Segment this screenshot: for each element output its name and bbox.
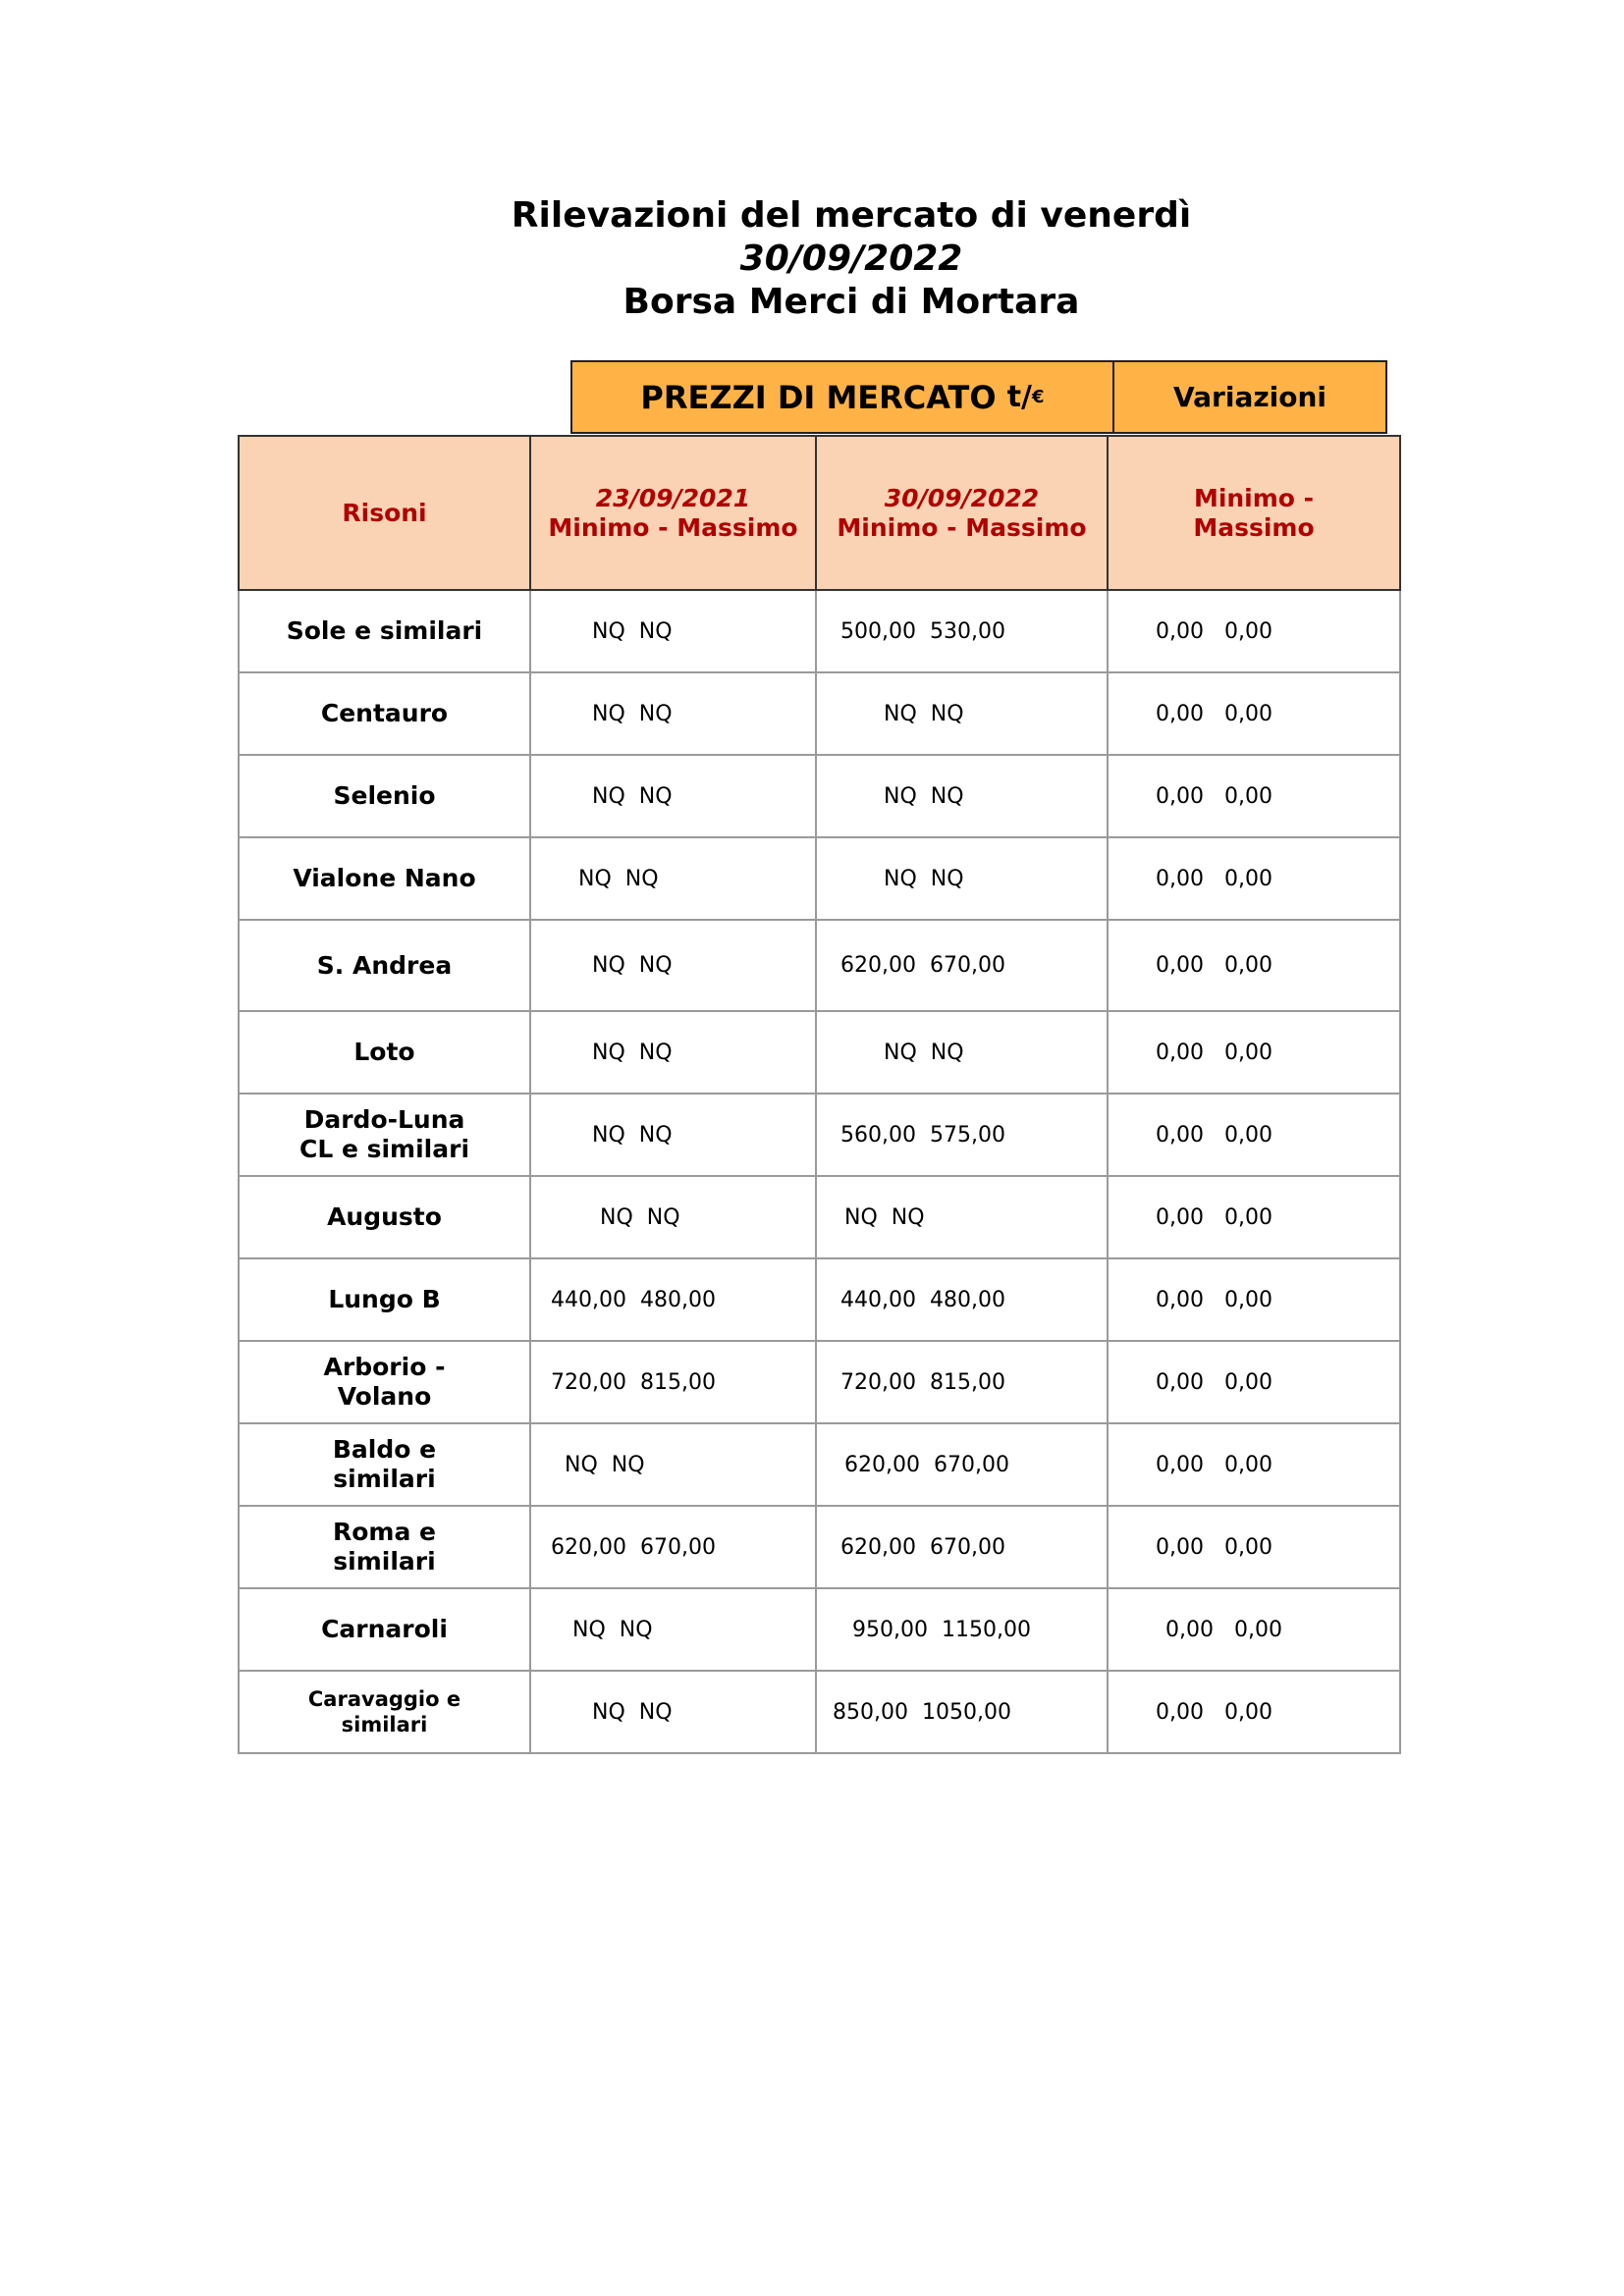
table-row bbox=[239, 1671, 1400, 1753]
table-row bbox=[239, 1258, 1400, 1341]
rice-variety-name-line: Loto bbox=[353, 1038, 415, 1066]
rice-variety-name-line: Augusto bbox=[327, 1202, 442, 1231]
rice-variety-name bbox=[239, 837, 530, 920]
table-row bbox=[239, 920, 1400, 1011]
column-header-prev bbox=[530, 436, 816, 590]
rice-variety-name-line: Dardo-Luna bbox=[303, 1105, 465, 1134]
rice-variety-name-line: Carnaroli bbox=[321, 1615, 448, 1643]
rice-variety-name-line: Arborio - bbox=[323, 1353, 446, 1381]
price-2021-cell: NQ NQ bbox=[530, 1176, 816, 1258]
price-2021-cell: NQ NQ bbox=[530, 672, 816, 755]
column-header-curr bbox=[816, 436, 1108, 590]
table-row bbox=[239, 1506, 1400, 1588]
price-2022-cell: NQ NQ bbox=[816, 1011, 1108, 1094]
variation-cell: 0,00 0,00 bbox=[1108, 1671, 1400, 1753]
rice-variety-name bbox=[239, 1011, 530, 1094]
rice-variety-name-line: similari bbox=[333, 1465, 436, 1493]
variation-cell: 0,00 0,00 bbox=[1108, 672, 1400, 755]
price-2021-cell: 620,00 670,00 bbox=[530, 1506, 816, 1588]
price-2022-cell: 440,00 480,00 bbox=[816, 1258, 1108, 1341]
column-header-curr-range: Minimo - Massimo bbox=[837, 512, 1087, 542]
variation-cell: 0,00 0,00 bbox=[1108, 1588, 1400, 1671]
table-row bbox=[239, 1094, 1400, 1176]
price-2022-cell: 950,00 1150,00 bbox=[816, 1588, 1108, 1671]
price-2021-cell: NQ NQ bbox=[530, 1423, 816, 1506]
price-2022-cell: 720,00 815,00 bbox=[816, 1341, 1108, 1423]
rice-variety-name-line: Caravaggio e bbox=[307, 1687, 461, 1711]
rice-variety-name-line: Baldo e bbox=[332, 1435, 437, 1464]
variation-cell: 0,00 0,00 bbox=[1108, 590, 1400, 672]
rice-variety-name-line: Lungo B bbox=[328, 1285, 441, 1313]
header-euro: € bbox=[1032, 387, 1045, 407]
variation-cell: 0,00 0,00 bbox=[1108, 1506, 1400, 1588]
variation-cell: 0,00 0,00 bbox=[1108, 1341, 1400, 1423]
column-header-risoni: Risoni bbox=[239, 436, 530, 590]
price-2021-cell: NQ NQ bbox=[530, 1011, 816, 1094]
price-2022-cell: 500,00 530,00 bbox=[816, 590, 1108, 672]
rice-variety-name-line: S. Andrea bbox=[316, 950, 453, 980]
header-unit: t/ bbox=[1006, 380, 1033, 414]
price-2021-cell: 720,00 815,00 bbox=[530, 1341, 816, 1423]
price-2022-cell: NQ NQ bbox=[816, 1176, 1108, 1258]
rice-variety-name bbox=[239, 1341, 530, 1423]
prices-table bbox=[238, 435, 1401, 1754]
variation-cell: 0,00 0,00 bbox=[1108, 1011, 1400, 1094]
table-row bbox=[239, 672, 1400, 755]
column-header-prev-date: 23/09/2021 bbox=[595, 483, 751, 512]
rice-variety-name bbox=[239, 1258, 530, 1341]
rice-variety-name bbox=[239, 1094, 530, 1176]
variation-cell: 0,00 0,00 bbox=[1108, 837, 1400, 920]
column-header-curr-date: 30/09/2022 bbox=[884, 483, 1040, 512]
variation-cell: 0,00 0,00 bbox=[1108, 1258, 1400, 1341]
table-header-row bbox=[239, 436, 1400, 590]
price-2022-cell: 620,00 670,00 bbox=[816, 1506, 1108, 1588]
price-2022-cell: NQ NQ bbox=[816, 755, 1108, 837]
table-row bbox=[239, 1011, 1400, 1094]
rice-variety-name-line: Sole e similari bbox=[286, 616, 483, 645]
header-prezzi-di-mercato bbox=[570, 360, 1114, 434]
table-row bbox=[239, 1588, 1400, 1671]
price-2022-cell: NQ NQ bbox=[816, 672, 1108, 755]
rice-variety-name-line: similari bbox=[341, 1713, 428, 1736]
variation-cell: 0,00 0,00 bbox=[1108, 1176, 1400, 1258]
price-2022-cell: 620,00 670,00 bbox=[816, 1423, 1108, 1506]
title-line-1: Rilevazioni del mercato di venerdì bbox=[511, 195, 1192, 236]
table-body bbox=[239, 590, 1400, 1753]
rice-variety-name bbox=[239, 920, 530, 1011]
variation-cell: 0,00 0,00 bbox=[1108, 1423, 1400, 1506]
rice-variety-name bbox=[239, 1423, 530, 1506]
price-2022-cell: 560,00 575,00 bbox=[816, 1094, 1108, 1176]
rice-variety-name-line: Vialone Nano bbox=[293, 864, 476, 892]
price-2021-cell: NQ NQ bbox=[530, 1671, 816, 1753]
title-date: 30/09/2022 bbox=[739, 239, 963, 279]
price-2021-cell: NQ NQ bbox=[530, 755, 816, 837]
rice-variety-name bbox=[239, 1671, 530, 1753]
header-variazioni bbox=[1112, 360, 1387, 434]
table-row bbox=[239, 755, 1400, 837]
rice-variety-name bbox=[239, 1588, 530, 1671]
rice-variety-name bbox=[239, 590, 530, 672]
column-header-prev-range: Minimo - Massimo bbox=[548, 512, 798, 542]
header-variazioni-label: Variazioni bbox=[1173, 381, 1326, 413]
rice-variety-name-line: Roma e bbox=[332, 1518, 436, 1546]
variation-cell: 0,00 0,00 bbox=[1108, 1094, 1400, 1176]
rice-variety-name-line: Centauro bbox=[320, 699, 449, 727]
column-header-var bbox=[1108, 436, 1400, 590]
title-line-3: Borsa Merci di Mortara bbox=[623, 282, 1080, 322]
table-row bbox=[239, 590, 1400, 672]
table-row bbox=[239, 1341, 1400, 1423]
variation-cell: 0,00 0,00 bbox=[1108, 755, 1400, 837]
price-2021-cell: NQ NQ bbox=[530, 1094, 816, 1176]
variation-cell: 0,00 0,00 bbox=[1108, 920, 1400, 1011]
price-2021-cell: NQ NQ bbox=[530, 1588, 816, 1671]
rice-variety-name bbox=[239, 672, 530, 755]
rice-variety-name-line: similari bbox=[333, 1547, 436, 1575]
header-prezzi-label: PREZZI DI MERCATO bbox=[640, 378, 1007, 416]
page-title bbox=[0, 194, 1624, 324]
rice-variety-name-line: Volano bbox=[337, 1382, 432, 1411]
column-header-var-range: Minimo - Massimo bbox=[1193, 483, 1315, 542]
price-2021-cell: NQ NQ bbox=[530, 837, 816, 920]
price-2021-cell: 440,00 480,00 bbox=[530, 1258, 816, 1341]
rice-variety-name-line: Selenio bbox=[333, 781, 436, 810]
rice-variety-name bbox=[239, 1176, 530, 1258]
price-2022-cell: 620,00 670,00 bbox=[816, 920, 1108, 1011]
rice-variety-name bbox=[239, 1506, 530, 1588]
price-2022-cell: NQ NQ bbox=[816, 837, 1108, 920]
price-2021-cell: NQ NQ bbox=[530, 590, 816, 672]
table-row bbox=[239, 1176, 1400, 1258]
rice-variety-name bbox=[239, 755, 530, 837]
rice-variety-name-line: CL e similari bbox=[298, 1135, 470, 1163]
price-2021-cell: NQ NQ bbox=[530, 920, 816, 1011]
table-row bbox=[239, 1423, 1400, 1506]
table-row bbox=[239, 837, 1400, 920]
price-2022-cell: 850,00 1050,00 bbox=[816, 1671, 1108, 1753]
